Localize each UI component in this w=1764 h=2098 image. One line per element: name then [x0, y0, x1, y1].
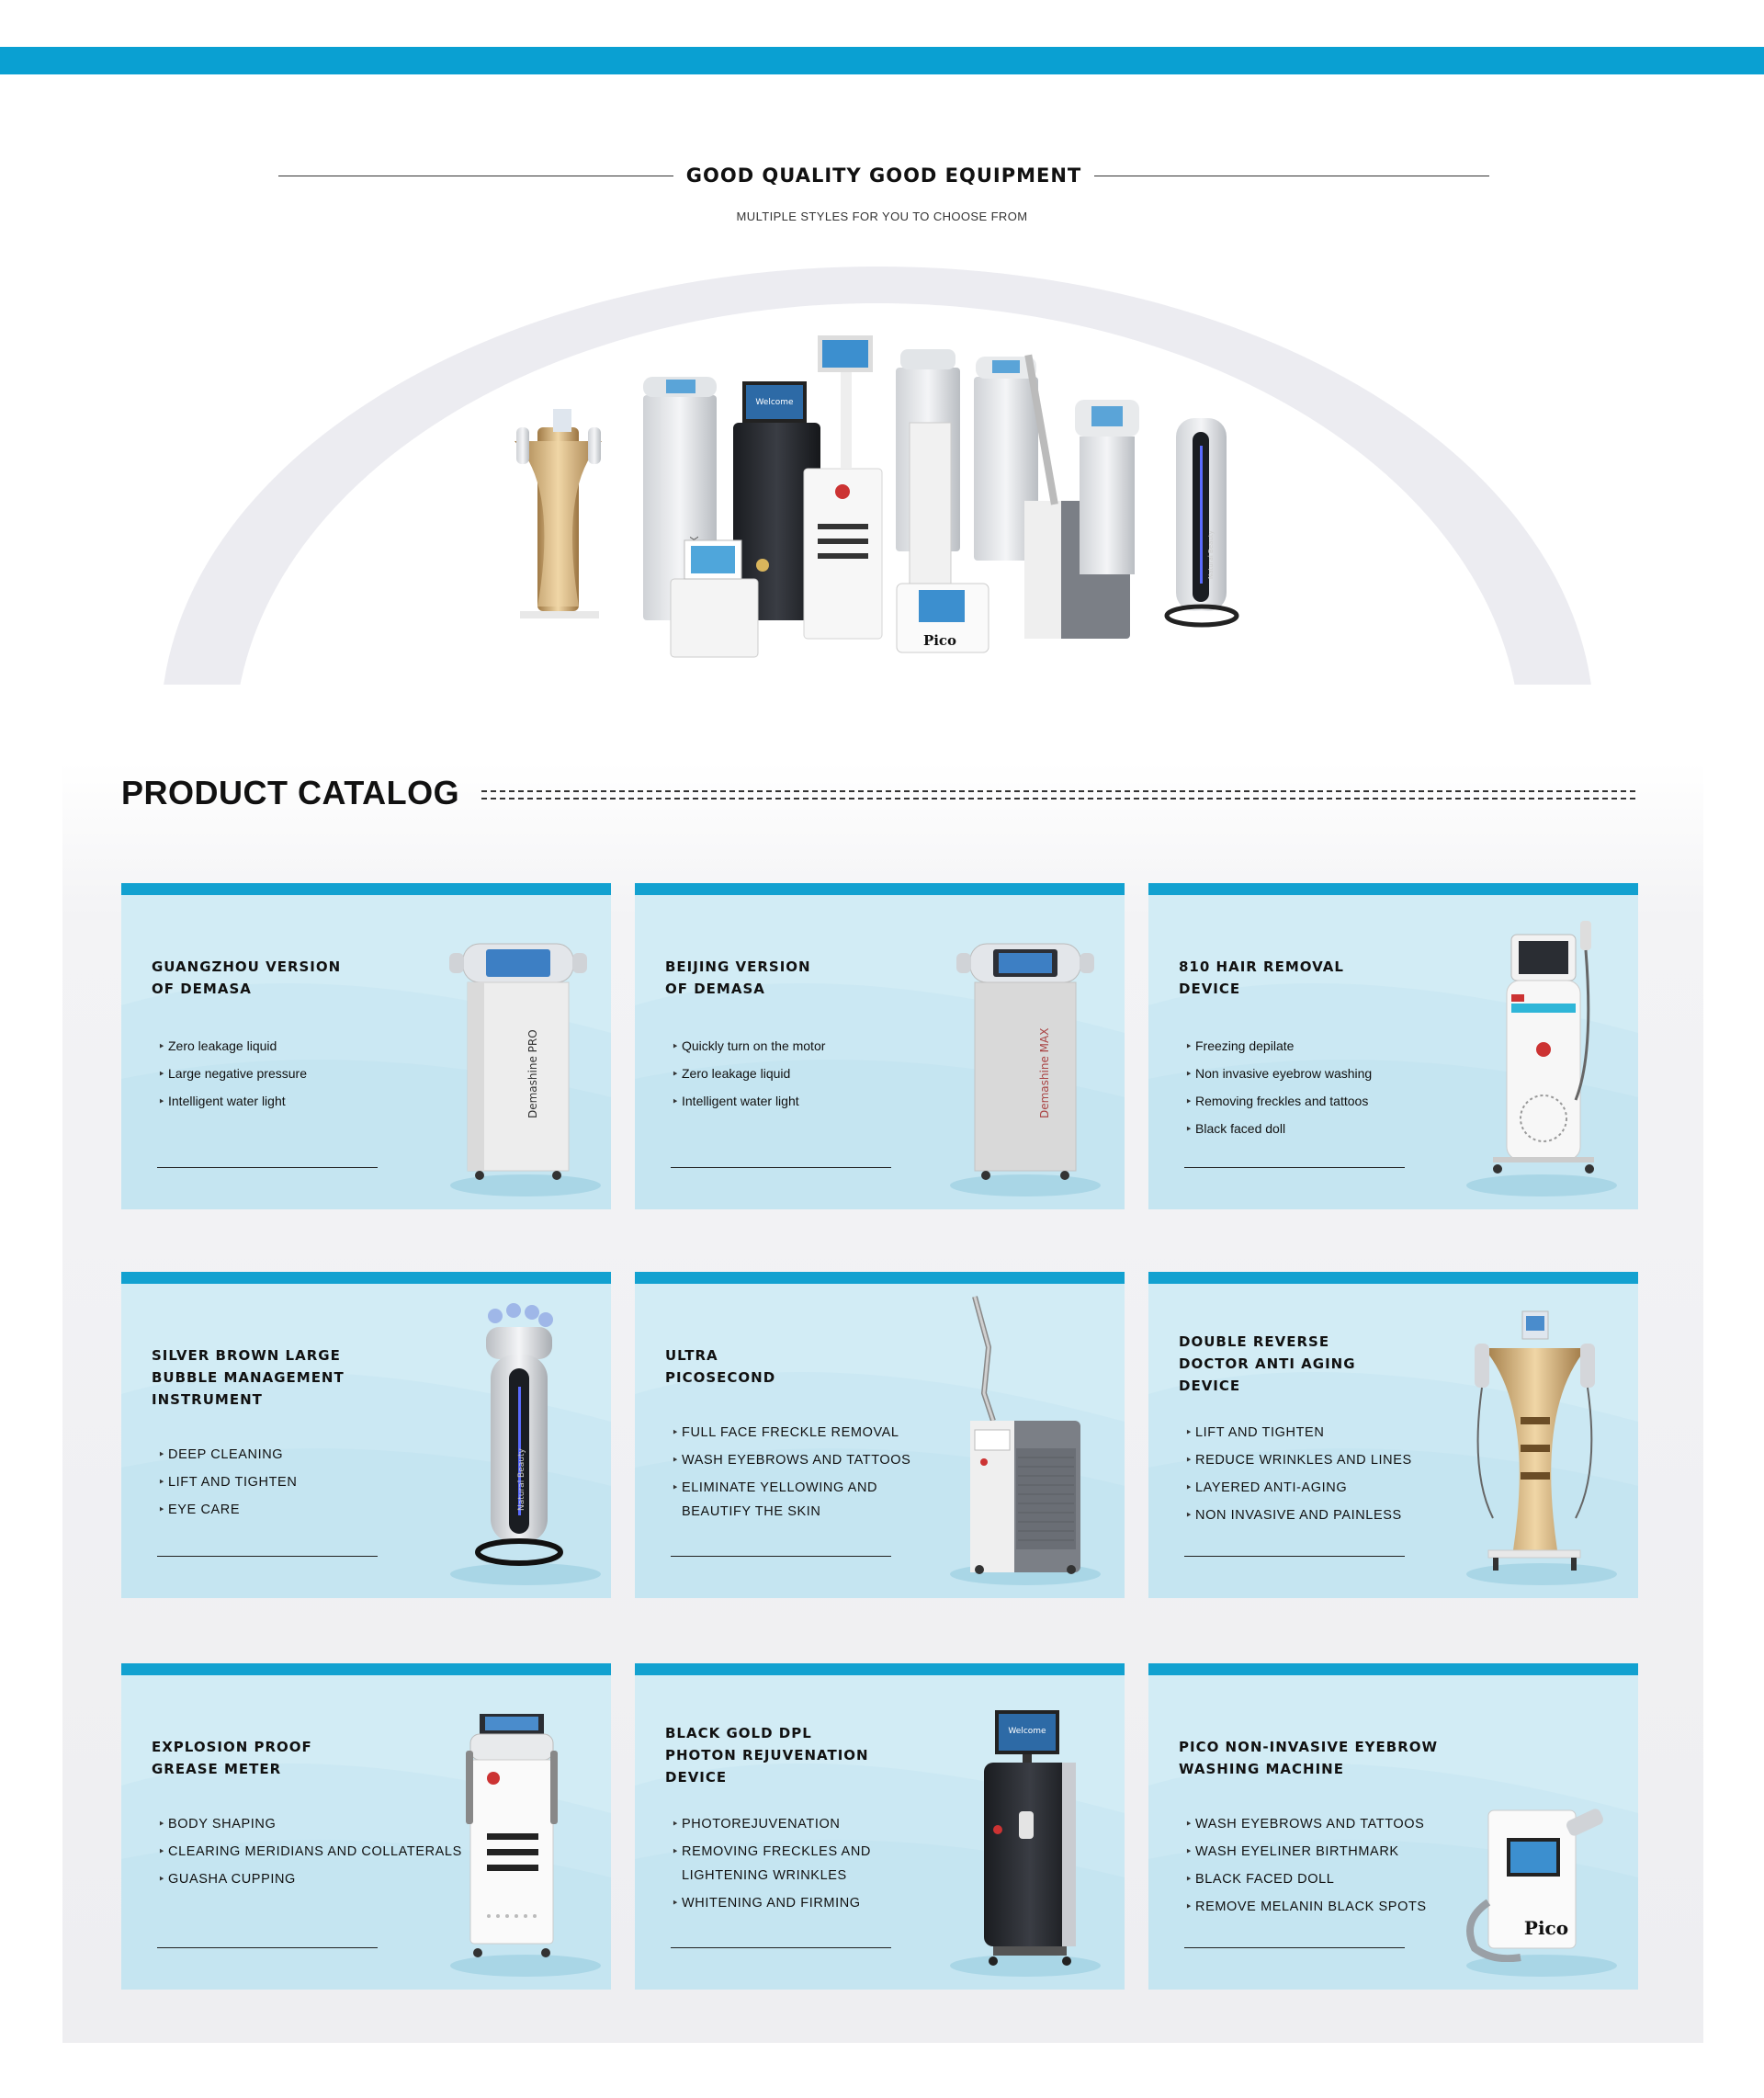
catalog-heading: PRODUCT CATALOG: [121, 774, 460, 811]
product-card-beijing-demasa[interactable]: [635, 883, 1125, 1209]
card-feature-list: [672, 1421, 910, 1527]
machine-image: [463, 1299, 573, 1575]
card-feature: ‣ Zero leakage liquid: [672, 1064, 825, 1083]
card-feature: ‣ Large negative pressure: [158, 1064, 307, 1083]
card-feature: ‣ Zero leakage liquid: [158, 1037, 307, 1056]
card-feature: ‣ Freezing depilate: [1185, 1037, 1372, 1056]
hero-pico-label: Pico: [922, 632, 957, 649]
machine-brand-label: Demashine MAX: [1038, 1027, 1051, 1118]
machine-brand-label: Welcome: [1008, 1727, 1046, 1736]
card-underline: [671, 1167, 891, 1168]
card-top-band: [121, 1663, 611, 1675]
card-feature: ‣ ELIMINATE YELLOWING AND BEAUTIFY THE SKIN: [672, 1476, 910, 1524]
card-feature: ‣ CLEARING MERIDIANS AND COLLATERALS: [158, 1840, 462, 1864]
machine-image: [1484, 916, 1603, 1183]
card-feature: ‣ WASH EYEBROWS AND TATTOOS: [672, 1448, 910, 1472]
card-top-band: [635, 1663, 1125, 1675]
card-feature: ‣ LIFT AND TIGHTEN: [158, 1470, 297, 1494]
card-top-band: [121, 883, 611, 895]
machine-image: [1465, 1307, 1603, 1578]
card-underline: [1184, 1556, 1405, 1557]
card-top-band: [121, 1272, 611, 1284]
card-feature-list: [158, 1812, 462, 1895]
card-feature-list: [158, 1443, 297, 1525]
card-title: EXPLOSION PROOF GREASE METER: [152, 1739, 312, 1777]
catalog-dashed-rule: [481, 790, 1635, 800]
hero-white-console: [1075, 400, 1139, 574]
machine-image: [452, 1709, 571, 1967]
product-card-pico-eyebrow[interactable]: [1148, 1663, 1638, 1990]
card-feature: ‣ GUASHA CUPPING: [158, 1867, 462, 1891]
card-feature: ‣ Quickly turn on the motor: [672, 1037, 825, 1056]
card-underline: [157, 1947, 378, 1948]
machine-image: [975, 1706, 1094, 1968]
card-feature: ‣ REDUCE WRINKLES AND LINES: [1185, 1448, 1412, 1472]
card-underline: [1184, 1167, 1405, 1168]
product-card-double-reverse-doctor[interactable]: [1148, 1272, 1638, 1598]
machine-brand-label: Natural Beauty: [517, 1448, 526, 1511]
card-feature: ‣ PHOTOREJUVENATION: [672, 1812, 871, 1836]
card-feature: ‣ Black faced doll: [1185, 1119, 1372, 1139]
card-feature: ‣ WASH EYEBROWS AND TATTOOS: [1185, 1812, 1427, 1836]
card-underline: [157, 1167, 378, 1168]
card-feature: ‣ EYE CARE: [158, 1498, 297, 1522]
card-feature: ‣ FULL FACE FRECKLE REMOVAL: [672, 1421, 910, 1445]
card-feature: ‣ LIFT AND TIGHTEN: [1185, 1421, 1412, 1445]
card-underline: [671, 1556, 891, 1557]
product-card-810-hair-removal[interactable]: [1148, 883, 1638, 1209]
hero-subtitle: MULTIPLE STYLES FOR YOU TO CHOOSE FROM: [736, 210, 1028, 223]
card-feature: ‣ REMOVE MELANIN BLACK SPOTS: [1185, 1895, 1427, 1919]
card-title: BLACK GOLD DPL PHOTON REJUVENATION DEVICE: [665, 1725, 869, 1786]
hero-natural-beauty-tower: [1167, 418, 1237, 625]
product-card-guangzhou-demasa[interactable]: [121, 883, 611, 1209]
card-feature-list: [158, 1037, 307, 1119]
hero-natural-beauty-label: Natural Beauty: [1207, 530, 1215, 579]
card-feature: ‣ Intelligent water light: [158, 1092, 307, 1111]
card-underline: [1184, 1947, 1405, 1948]
card-title: DOUBLE REVERSE DOCTOR ANTI AGING DEVICE: [1179, 1333, 1356, 1394]
card-feature: ‣ NON INVASIVE AND PAINLESS: [1185, 1503, 1412, 1527]
hero-equipment-showcase: [119, 248, 1635, 685]
card-feature: ‣ Intelligent water light: [672, 1092, 825, 1111]
card-top-band: [1148, 1663, 1638, 1675]
product-card-explosion-proof-grease[interactable]: [121, 1663, 611, 1990]
card-title: ULTRA PICOSECOND: [665, 1347, 776, 1386]
card-top-band: [635, 1272, 1125, 1284]
card-top-band: [1148, 1272, 1638, 1284]
hero-welcome-label: Welcome: [755, 398, 794, 407]
hero-title: GOOD QUALITY GOOD EQUIPMENT: [685, 164, 1082, 187]
hero-title-row: [278, 162, 1489, 189]
card-feature-list: [672, 1037, 825, 1119]
card-feature-list: [1185, 1421, 1412, 1531]
machine-image: [1465, 1801, 1612, 1962]
card-feature-list: [672, 1812, 871, 1919]
machine-image: [952, 1292, 1090, 1577]
card-feature: ‣ BLACK FACED DOLL: [1185, 1867, 1427, 1891]
card-feature: ‣ BODY SHAPING: [158, 1812, 462, 1836]
hero-pico-device: [897, 584, 989, 652]
card-title: SILVER BROWN LARGE BUBBLE MANAGEMENT INSTRUMENT: [152, 1347, 345, 1408]
card-feature: ‣ Non invasive eyebrow washing: [1185, 1064, 1372, 1083]
product-card-silver-bubble[interactable]: [121, 1272, 611, 1598]
card-title: GUANGZHOU VERSION OF DEMASA: [152, 958, 342, 997]
top-accent-band: [0, 47, 1764, 74]
card-feature: ‣ LAYERED ANTI-AGING: [1185, 1476, 1412, 1500]
product-card-ultra-picosecond[interactable]: [635, 1272, 1125, 1598]
card-feature: ‣ Removing freckles and tattoos: [1185, 1092, 1372, 1111]
machine-image: [445, 935, 592, 1183]
machine-image: [956, 935, 1094, 1183]
product-card-black-gold-dpl[interactable]: [635, 1663, 1125, 1990]
card-top-band: [1148, 883, 1638, 895]
card-feature: ‣ DEEP CLEANING: [158, 1443, 297, 1467]
card-feature: ‣ WASH EYELINER BIRTHMARK: [1185, 1840, 1427, 1864]
card-title: 810 HAIR REMOVAL DEVICE: [1179, 958, 1344, 997]
card-feature: ‣ REMOVING FRECKLES AND LIGHTENING WRINKLES: [672, 1840, 871, 1888]
card-underline: [157, 1556, 378, 1557]
machine-brand-label: Pico: [1523, 1917, 1569, 1939]
card-underline: [671, 1947, 891, 1948]
machine-brand-label: Demashine PRO: [526, 1029, 539, 1118]
card-feature-list: [1185, 1037, 1372, 1147]
card-feature-list: [1185, 1812, 1427, 1922]
card-title: PICO NON-INVASIVE EYEBROW WASHING MACHINE: [1179, 1739, 1439, 1777]
card-title: BEIJING VERSION OF DEMASA: [665, 958, 811, 997]
card-top-band: [635, 883, 1125, 895]
card-feature: ‣ WHITENING AND FIRMING: [672, 1891, 871, 1915]
hero-arch-backdrop: [119, 248, 1635, 685]
